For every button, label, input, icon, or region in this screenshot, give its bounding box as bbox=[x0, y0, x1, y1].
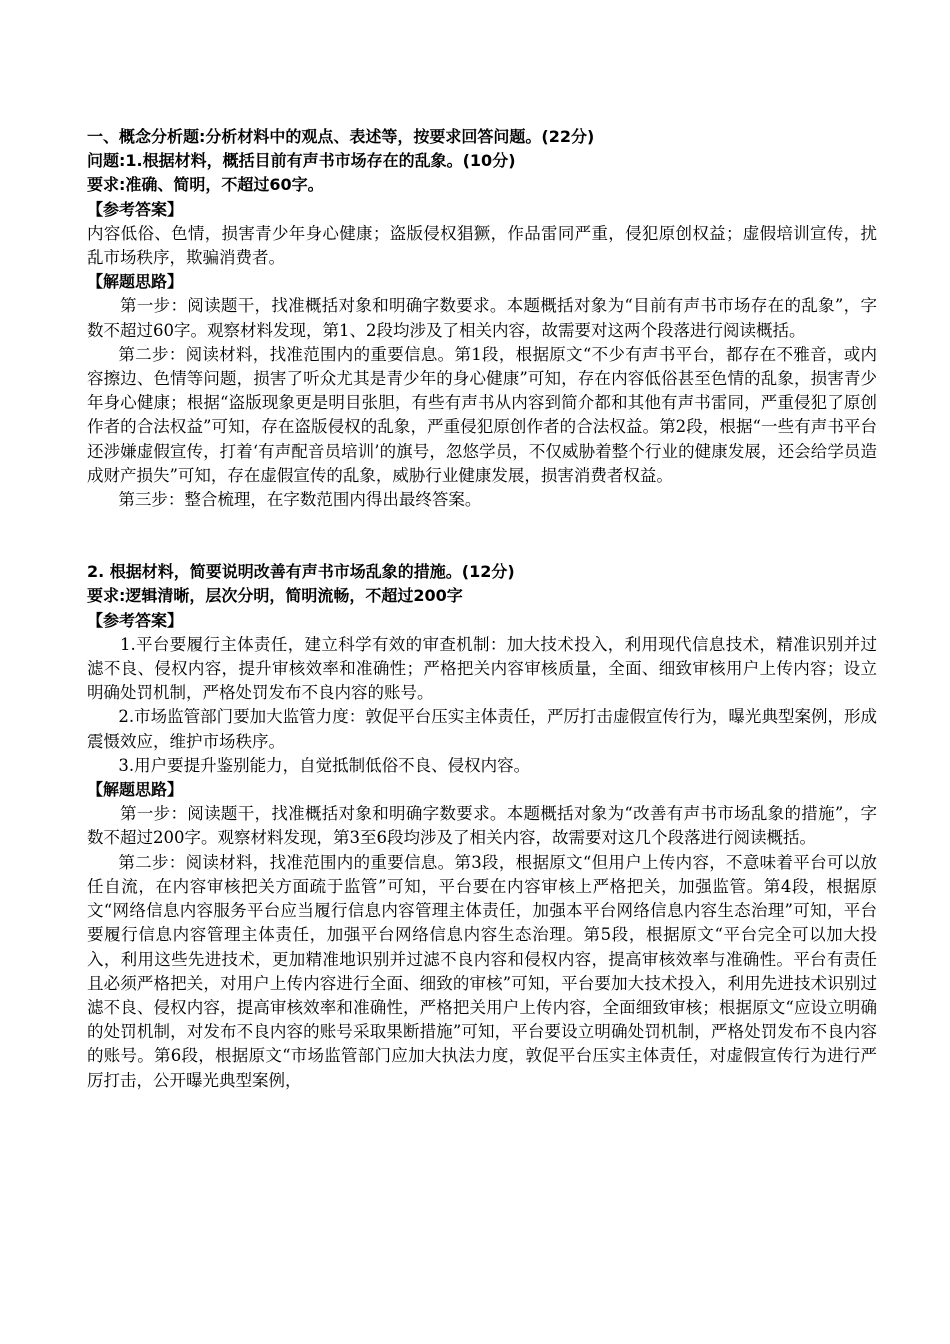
thinking-label-2: 【解题思路】 bbox=[87, 780, 184, 800]
answer-1: 内容低俗、色情，损害青少年身心健康；盗版侵权猖獗，作品雷同严重，侵犯原创权益；虚假培训宣传，扰乱市场秩序，欺骗消费者。 bbox=[87, 223, 877, 268]
step-1-2: 第二步：阅读材料，找准范围内的重要信息。第1段，根据原文“不少有声书平台，都存在不雅音，或内容擦边、色情等问题，损害了听众尤其是青少年的身心健康”可知，存在内容低俗甚至色情的乱象，损害青少年身心健康；根据“盗版现象更是明目张胆，有些有声书从内容到简介都和其他有声书雷同，严重侵犯了原创作者的合法权益”可知，存在盗版侵权的乱象，严重侵犯原创作者的合法权益。第2段，根据“一些有声书平台还涉嫌虚假宣传，打着‘有声配音员培训’的旗号，忽悠学员，不仅威胁着整个行业的健康发展，还会给学员造成财产损失”可知，存在虚假宣传的乱象，威胁行业健康发展，损害消费者权益。 bbox=[87, 344, 877, 485]
requirement-2: 要求:逻辑清晰，层次分明，简明流畅，不超过200字 bbox=[87, 586, 463, 606]
step-2-1: 第一步：阅读题干，找准概括对象和明确字数要求。本题概括对象为“改善有声书市场乱象的措施”，字数不超过200字。观察材料发现，第3至6段均涉及了相关内容，故需要对这几个段落进行阅读概括。 bbox=[87, 804, 877, 848]
document-page bbox=[87, 125, 877, 1093]
step-2-2: 第二步：阅读材料，找准范围内的重要信息。第3段，根据原文“但用户上传内容，不意味着平台可以放任自流，在内容审核把关方面疏于监管”可知，平台要在内容审核上严格把关，加强监管。第4段，根据原文“网络信息内容服务平台应当履行信息内容管理主体责任，加强本平台网络信息内容生态治理”可知，平台要履行信息内容管理主体责任，加强平台网络信息内容生态治理。第5段，根据原文“平台完全可以加大投入，利用这些先进技术，更加精准地识别并过滤不良内容和侵权内容，提高审核效率与准确性。平台有责任且必须严格把关，对用户上传内容进行全面、细致的审核”可知，平台要加大技术投入，利用先进技术识别过滤不良、侵权内容，提高审核效率和准确性，严格把关用户上传内容，全面细致审核；根据原文“应设立明确的处罚机制，对发布不良内容的账号采取果断措施”可知，平台要设立明确处罚机制，严格处罚发布不良内容的账号。第6段，根据原文“市场监管部门应加大执法力度，敦促平台压实主体责任，对虚假宣传行为进行严厉打击，公开曝光典型案例， bbox=[87, 852, 877, 1090]
question-1: 问题:1.根据材料，概括目前有声书市场存在的乱象。(10分) bbox=[87, 151, 516, 171]
section-header: 一、概念分析题:分析材料中的观点、表述等，按要求回答问题。(22分) bbox=[87, 127, 595, 146]
answer-2-item-1: 1.平台要履行主体责任，建立科学有效的审查机制：加大技术投入，利用现代信息技术，精准识别并过滤不良、侵权内容，提升审核效率和准确性；严格把关内容审核质量，全面、细致审核用户上传内容；设立明确处罚机制，严格处罚发布不良内容的账号。 bbox=[87, 634, 877, 703]
step-1-3: 第三步：整合梳理，在字数范围内得出最终答案。 bbox=[118, 490, 482, 510]
step-1-1: 第一步：阅读题干，找准概括对象和明确字数要求。本题概括对象为“目前有声书市场存在的乱象”，字数不超过60字。观察材料发现，第1、2段均涉及了相关内容，故需要对这两个段落进行阅读概括。 bbox=[87, 296, 877, 340]
answer-label-2: 【参考答案】 bbox=[87, 610, 184, 630]
requirement-1: 要求:准确、简明，不超过60字。 bbox=[87, 175, 324, 195]
question-2: 2. 根据材料，简要说明改善有声书市场乱象的措施。(12分) bbox=[87, 562, 515, 582]
answer-2-item-2: 2.市场监管部门要加大监管力度：敦促平台压实主体责任，严厉打击虚假宣传行为，曝光典型案例，形成震慑效应，维护市场秩序。 bbox=[87, 707, 877, 751]
answer-label-1: 【参考答案】 bbox=[87, 199, 184, 219]
section-spacer bbox=[87, 512, 877, 560]
answer-2-item-3: 3.用户要提升鉴别能力，自觉抵制低俗不良、侵权内容。 bbox=[118, 755, 531, 775]
thinking-label-1: 【解题思路】 bbox=[87, 272, 184, 292]
